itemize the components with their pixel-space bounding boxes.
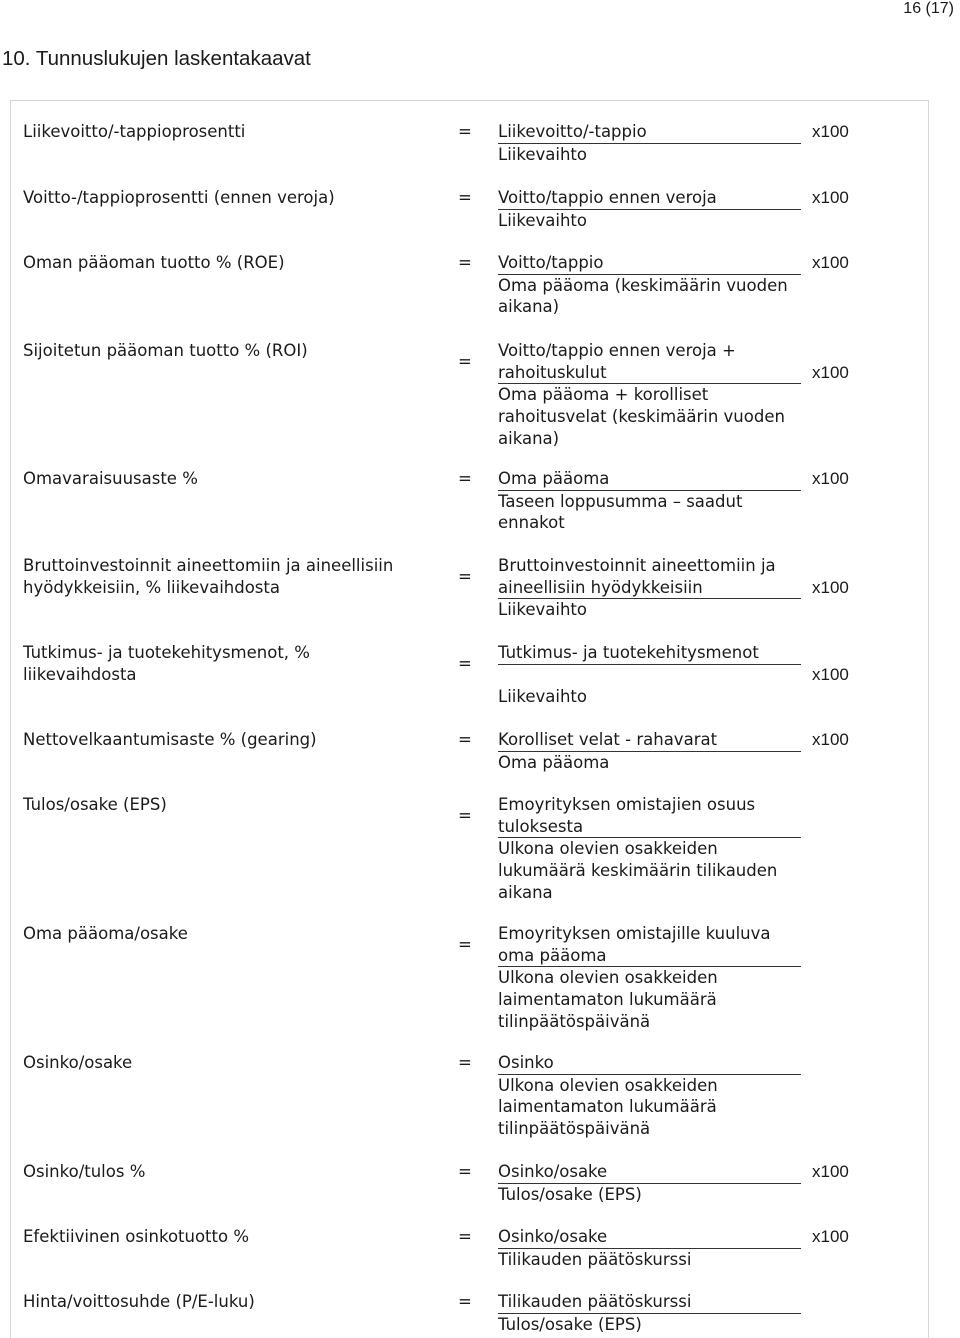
equals-sign: = [458, 806, 472, 825]
formula-label-line: Tutkimus- ja tuotekehitysmenot, % [23, 643, 310, 662]
fraction [498, 1161, 801, 1205]
numerator-line: Oma pääoma [498, 469, 610, 488]
formula-label [23, 187, 423, 209]
numerator [498, 1291, 801, 1314]
equals-sign: = [458, 567, 472, 586]
equals-sign: = [458, 1227, 472, 1246]
formula-label [23, 468, 423, 490]
numerator-line: Liikevoitto/-tappio [498, 122, 647, 141]
formula-label [23, 1052, 423, 1074]
fraction [498, 794, 801, 904]
numerator [498, 1161, 801, 1184]
denominator-line: Tulos/osake (EPS) [498, 1314, 642, 1334]
denominator-line: aikana) [498, 428, 560, 448]
numerator-line: oma pääoma [498, 945, 607, 965]
fraction [498, 1226, 801, 1270]
equals-sign: = [458, 253, 472, 272]
numerator [498, 1052, 801, 1075]
formula-label-line: Oman pääoman tuotto % (ROE) [23, 253, 285, 272]
formula-label-line: Nettovelkaantumisaste % (gearing) [23, 730, 317, 749]
formula-label [23, 1226, 423, 1248]
numerator-line: Voitto/tappio ennen veroja + [498, 341, 736, 360]
denominator [498, 1314, 801, 1336]
denominator-line: Tilikauden päätöskurssi [498, 1249, 692, 1269]
formula-label-line: Osinko/tulos % [23, 1162, 146, 1181]
denominator [498, 599, 801, 621]
numerator-line: Voitto/tappio [498, 253, 604, 272]
denominator-line: Liikevaihto [498, 210, 587, 230]
formula-label-line: Sijoitetun pääoman tuotto % (ROI) [23, 341, 308, 360]
numerator-line: Emoyrityksen omistajille kuuluva [498, 924, 771, 943]
multiplier: x100 [812, 1227, 849, 1246]
equals-sign: = [458, 730, 472, 749]
equals-sign: = [458, 1292, 472, 1311]
denominator [498, 686, 801, 708]
formula-label-line: Efektiivinen osinkotuotto % [23, 1227, 250, 1246]
equals-sign: = [458, 1162, 472, 1181]
formula-label-line: Oma pääoma/osake [23, 924, 188, 943]
formula-label [23, 923, 423, 945]
denominator-line: Taseen loppusumma – saadut [498, 491, 743, 511]
fraction [498, 1291, 801, 1335]
formula-label-line: Osinko/osake [23, 1053, 133, 1072]
numerator [498, 555, 801, 599]
numerator-line: Korolliset velat - rahavarat [498, 730, 718, 749]
numerator-line: Tilikauden päätöskurssi [498, 1292, 692, 1311]
formula-label-line: Hinta/voittosuhde (P/E-luku) [23, 1292, 255, 1311]
multiplier: x100 [812, 730, 849, 749]
fraction [498, 923, 801, 1033]
denominator [498, 144, 801, 166]
equals-sign: = [458, 188, 472, 207]
numerator [498, 923, 801, 967]
numerator [498, 340, 801, 384]
fraction [498, 1052, 801, 1140]
formula-label [23, 1291, 423, 1313]
denominator-line: Oma pääoma + korolliset [498, 385, 709, 405]
equals-sign: = [458, 1053, 472, 1072]
fraction [498, 252, 801, 318]
denominator [498, 1184, 801, 1206]
denominator-line: tilinpäätöspäivänä [498, 1011, 651, 1031]
page-number: 16 (17) [903, 0, 954, 17]
denominator-line: tilinpäätöspäivänä [498, 1119, 651, 1139]
formula-label-line: Bruttoinvestoinnit aineettomiin ja aineellisiin [23, 556, 394, 575]
denominator [498, 1249, 801, 1271]
denominator-line: laimentamaton lukumäärä [498, 990, 717, 1010]
numerator-line: Bruttoinvestoinnit aineettomiin ja [498, 556, 776, 575]
denominator-line: rahoitusvelat (keskimäärin vuoden [498, 407, 785, 427]
denominator-line: Ulkona olevien osakkeiden [498, 1075, 718, 1095]
denominator-line: Liikevaihto [498, 686, 587, 706]
denominator-line: ennakot [498, 513, 565, 533]
equals-sign: = [458, 935, 472, 954]
denominator-line: Oma pääoma [498, 752, 610, 772]
fraction [498, 340, 801, 450]
numerator [498, 642, 801, 665]
formula-label [23, 794, 423, 816]
multiplier: x100 [812, 665, 849, 684]
formula-label [23, 1161, 423, 1183]
numerator-line: Osinko/osake [498, 1227, 608, 1246]
denominator-line: laimentamaton lukumäärä [498, 1097, 717, 1117]
formula-label-line: liikevaihdosta [23, 664, 137, 684]
fraction [498, 642, 801, 707]
formula-label [23, 642, 423, 685]
numerator-line: Emoyrityksen omistajien osuus [498, 795, 756, 814]
multiplier: x100 [812, 578, 849, 597]
denominator [498, 384, 801, 449]
denominator-line: Ulkona olevien osakkeiden [498, 968, 718, 988]
equals-sign: = [458, 654, 472, 673]
formula-label [23, 252, 423, 274]
numerator [498, 121, 801, 144]
numerator [498, 468, 801, 491]
denominator-line: Liikevaihto [498, 600, 587, 620]
numerator-line: tuloksesta [498, 816, 584, 836]
numerator-line: Tutkimus- ja tuotekehitysmenot [498, 643, 759, 662]
numerator [498, 729, 801, 752]
denominator [498, 210, 801, 232]
multiplier: x100 [812, 1162, 849, 1181]
numerator-line: Osinko [498, 1053, 554, 1072]
multiplier: x100 [812, 469, 849, 488]
numerator-line: rahoituskulut [498, 362, 607, 382]
equals-sign: = [458, 122, 472, 141]
fraction [498, 555, 801, 621]
denominator [498, 838, 801, 903]
equals-sign: = [458, 469, 472, 488]
formula-label-line: Liikevoitto/-tappioprosentti [23, 122, 246, 141]
multiplier: x100 [812, 363, 849, 382]
denominator-line: Tulos/osake (EPS) [498, 1184, 642, 1204]
denominator [498, 491, 801, 534]
denominator-line: aikana [498, 882, 553, 902]
denominator-line: Ulkona olevien osakkeiden [498, 839, 718, 859]
numerator-line: Voitto/tappio ennen veroja [498, 188, 717, 207]
numerator [498, 252, 801, 275]
equals-sign: = [458, 352, 472, 371]
numerator [498, 794, 801, 838]
formula-label [23, 555, 423, 598]
fraction [498, 729, 801, 773]
denominator-line: Oma pääoma (keskimäärin vuoden [498, 275, 788, 295]
multiplier: x100 [812, 188, 849, 207]
formula-label-line: Omavaraisuusaste % [23, 469, 198, 488]
fraction [498, 187, 801, 231]
formula-label [23, 340, 423, 362]
numerator-line: Osinko/osake [498, 1162, 608, 1181]
formula-label-line: Tulos/osake (EPS) [23, 795, 167, 814]
fraction [498, 121, 801, 165]
denominator [498, 275, 801, 318]
formula-label-line: Voitto-/tappioprosentti (ennen veroja) [23, 188, 335, 207]
page-title: 10. Tunnuslukujen laskentakaavat [2, 47, 311, 70]
formula-label [23, 729, 423, 751]
multiplier: x100 [812, 253, 849, 272]
formula-label [23, 121, 423, 143]
multiplier: x100 [812, 122, 849, 141]
fraction [498, 468, 801, 534]
numerator [498, 187, 801, 210]
numerator-line: aineellisiin hyödykkeisiin [498, 577, 703, 597]
denominator-line: lukumäärä keskimäärin tilikauden [498, 861, 778, 881]
denominator-line: aikana) [498, 297, 560, 317]
denominator [498, 752, 801, 774]
formula-label-line: hyödykkeisiin, % liikevaihdosta [23, 577, 280, 597]
denominator [498, 967, 801, 1032]
denominator-line: Liikevaihto [498, 144, 587, 164]
numerator [498, 1226, 801, 1249]
denominator [498, 1075, 801, 1140]
